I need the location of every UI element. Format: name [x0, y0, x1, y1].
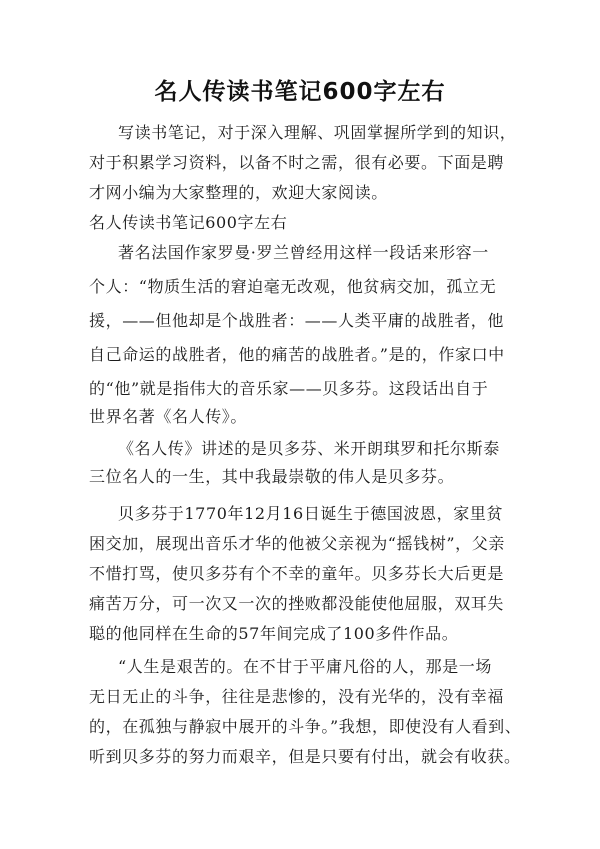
paragraph-3-line-5: 聪的他同样在生命的57年间完成了100多件作品。: [89, 624, 459, 643]
paragraph-3-line-3: 不惜打骂，使贝多芬有个不幸的童年。贝多芬长大后更是: [89, 564, 505, 583]
section-heading: 名人传读书笔记600字左右: [89, 213, 288, 232]
paragraph-3-line-1: 贝多芬于1770年12月16日诞生于德国波恩，家里贫: [118, 504, 504, 523]
paragraph-4-line-1: “人生是艰苦的。在不甘于平庸凡俗的人，那是一场: [118, 657, 492, 676]
paragraph-2-line-2: 三位名人的一生，其中我最崇敬的伟人是贝多芬。: [89, 467, 455, 486]
paragraph-1-line-5: 的“他”就是指伟大的音乐家——贝多芬。这段话出自于: [89, 379, 489, 398]
paragraph-4-line-2: 无日无止的斗争，往往是悲惨的，没有光华的，没有幸福: [89, 687, 505, 706]
paragraph-1-line-1: 著名法国作家罗曼·罗兰曾经用这样一段话来形容一: [118, 243, 489, 262]
paragraph-4-line-4: 听到贝多芬的努力而艰辛，但是只要有付出，就会有收获。: [89, 747, 521, 766]
paragraph-1-line-2: 个人：“物质生活的窘迫毫无改观，他贫病交加，孤立无: [89, 277, 497, 296]
document-title: 名人传读书笔记600字左右: [154, 79, 446, 105]
paragraph-2-line-1: 《名人传》讲述的是贝多芬、米开朗琪罗和托尔斯泰: [118, 439, 500, 458]
paragraph-3-line-2: 困交加，展现出音乐才华的他被父亲视为“摇钱树”，父亲: [89, 534, 505, 553]
paragraph-1-line-6: 世界名著《名人传》。: [89, 407, 248, 426]
paragraph-1-line-3: 援，——但他却是个战胜者：——人类平庸的战胜者，他: [89, 311, 505, 330]
paragraph-4-line-3: 的，在孤独与静寂中展开的斗争。”我想，即使没有人看到、: [89, 717, 522, 736]
paragraph-1-line-4: 自己命运的战胜者，他的痛苦的战胜者。”是的，作家口中: [89, 345, 505, 364]
intro-line-3: 才网小编为大家整理的，欢迎大家阅读。: [89, 183, 388, 202]
intro-line-1: 写读书笔记，对于深入理解、巩固掌握所学到的知识，: [118, 123, 517, 142]
intro-line-2: 对于积累学习资料，以备不时之需，很有必要。下面是聘: [89, 153, 505, 172]
paragraph-3-line-4: 痛苦万分，可一次又一次的挫败都没能使他屈服，双耳失: [89, 594, 505, 613]
